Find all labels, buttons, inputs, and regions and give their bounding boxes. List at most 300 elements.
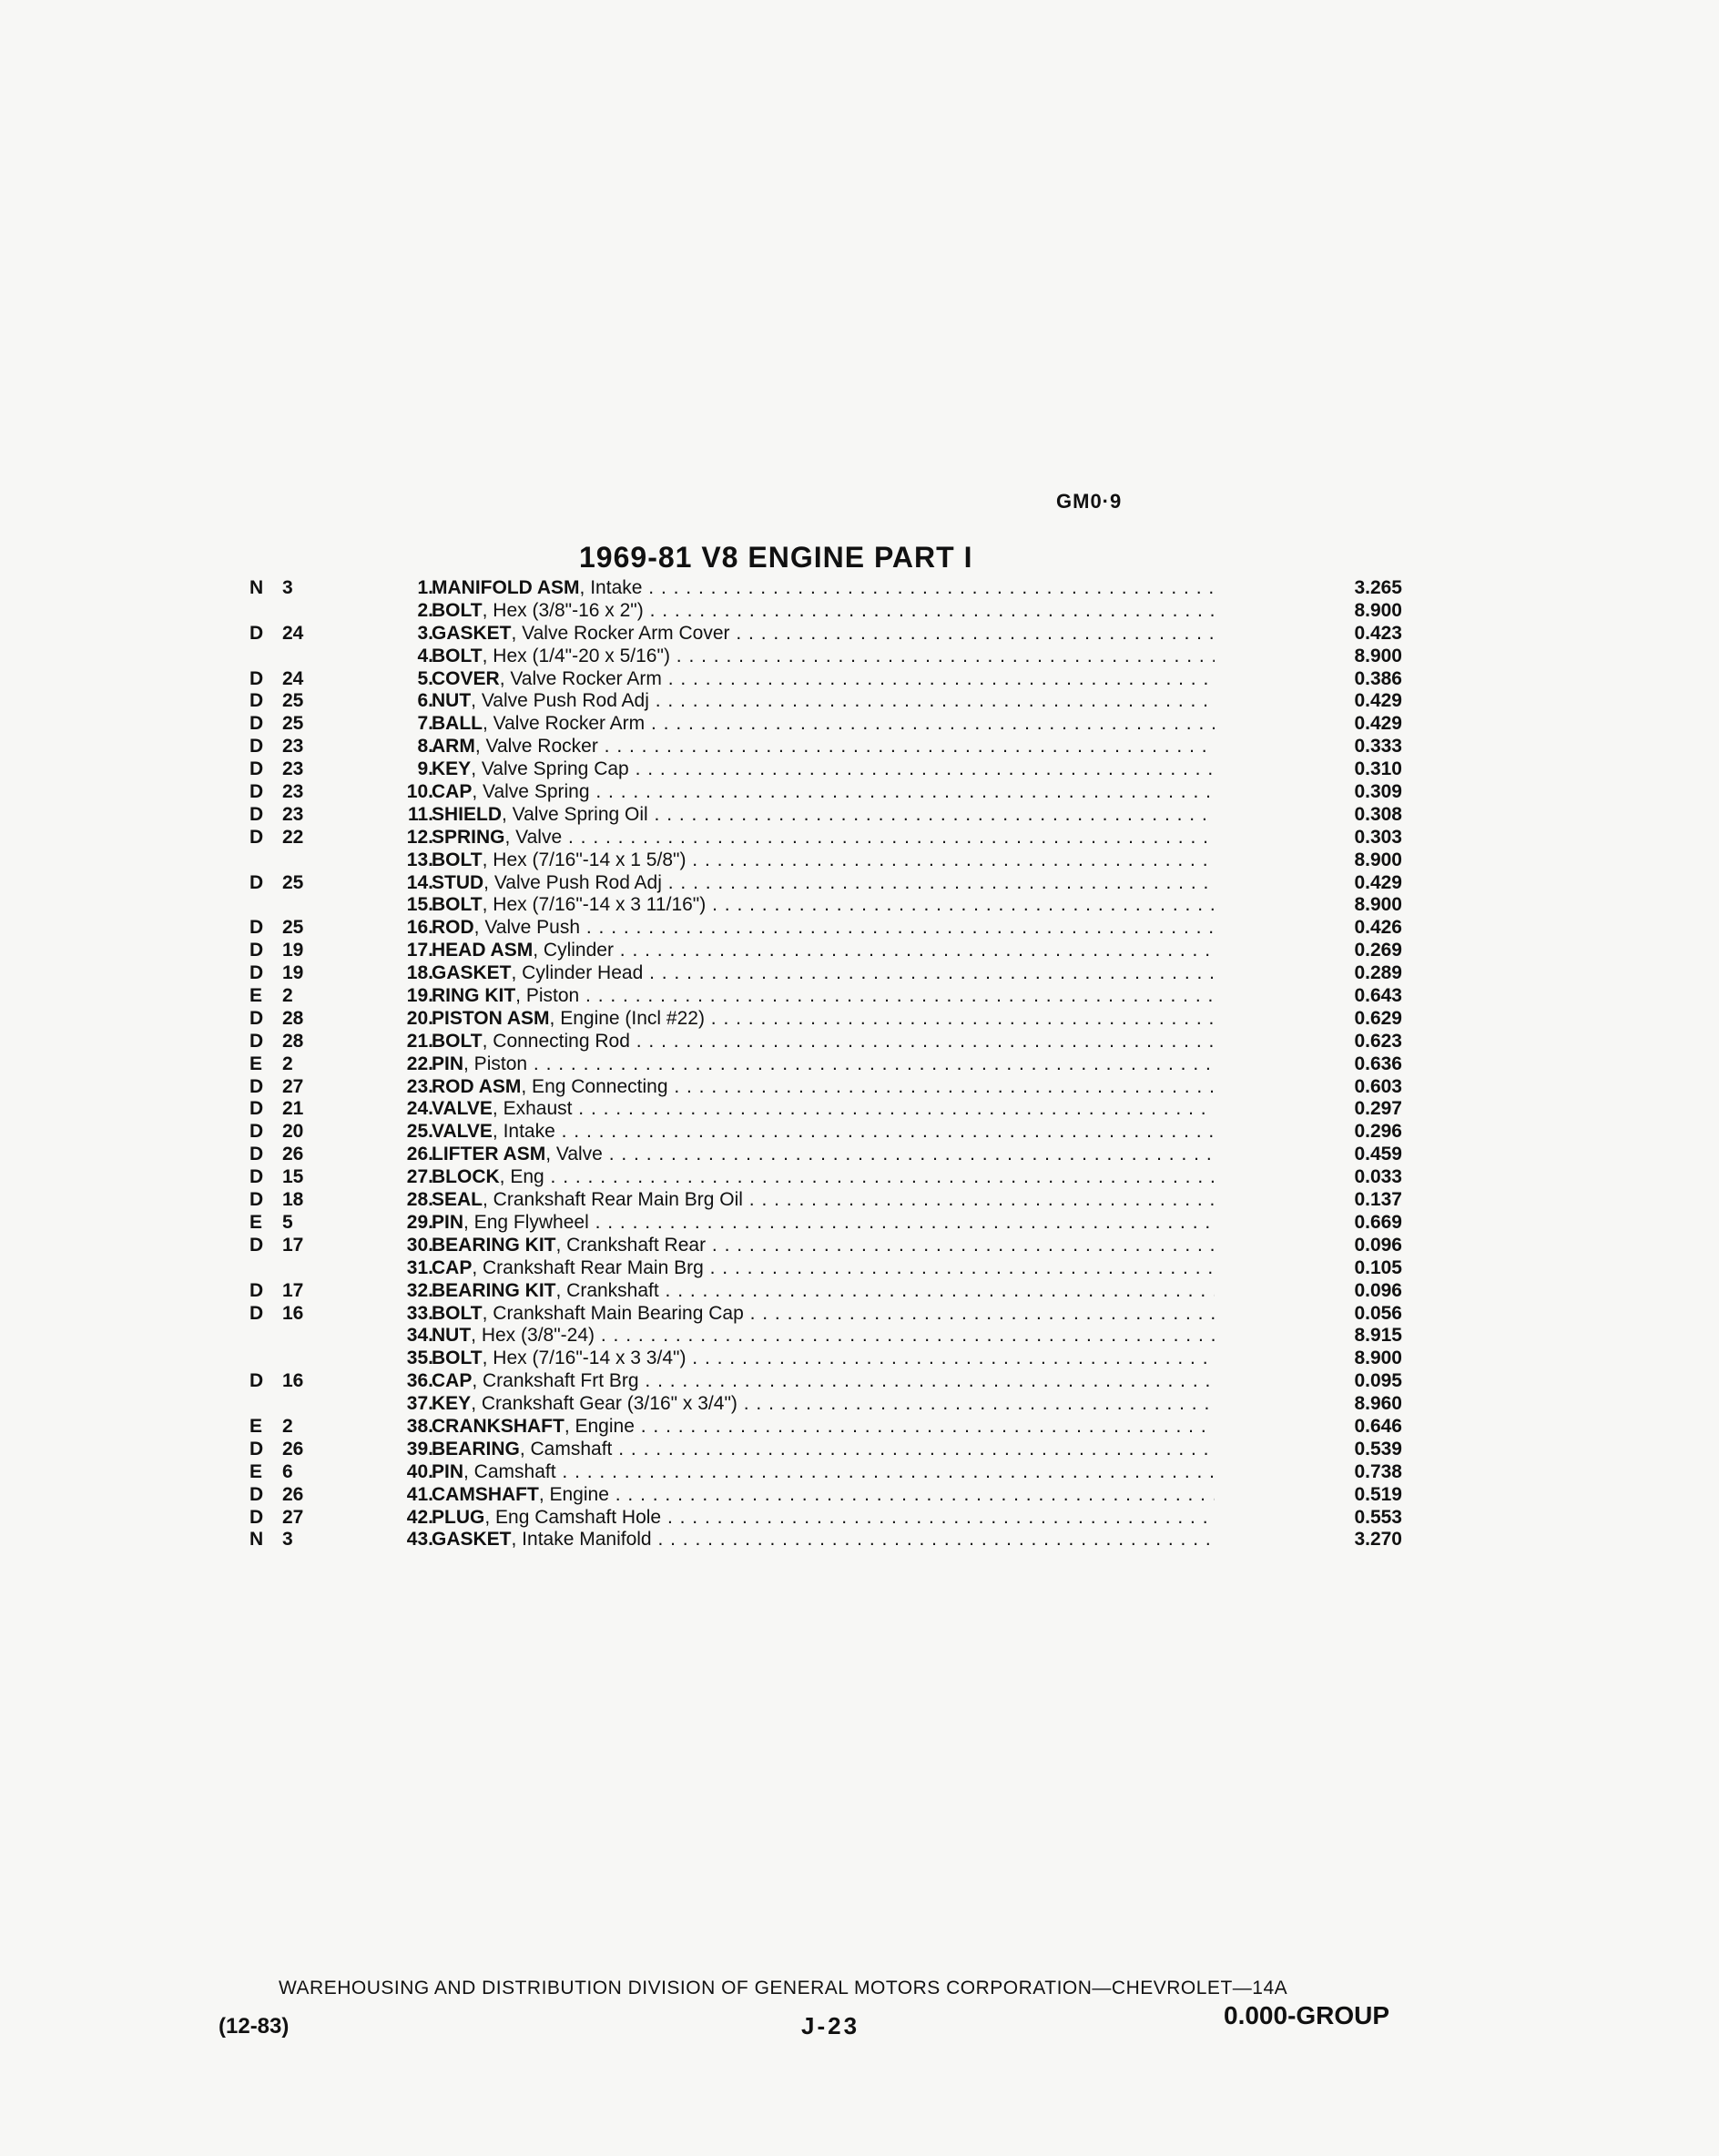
item-number: 25. <box>406 1121 433 1143</box>
part-detail: , Engine (Incl #22) <box>549 1007 705 1029</box>
part-row <box>246 1484 1429 1507</box>
group-number: 2 <box>282 1053 293 1074</box>
group-number: 3 <box>282 1529 293 1551</box>
item-number: 20. <box>406 1007 433 1029</box>
part-name: NUT <box>432 1325 472 1347</box>
group-letter: D <box>249 1234 264 1256</box>
part-description <box>432 758 1215 781</box>
part-value: 0.426 <box>1354 917 1402 939</box>
part-detail: , Valve <box>545 1144 603 1165</box>
part-name: BOLT <box>432 645 483 666</box>
group-number: 2 <box>282 985 293 1007</box>
group-number: 26 <box>282 1144 304 1165</box>
part-description <box>432 577 1215 600</box>
part-row <box>246 1507 1429 1530</box>
part-value: 0.643 <box>1354 985 1402 1007</box>
part-name: GASKET <box>432 962 512 984</box>
part-value: 0.738 <box>1354 1460 1402 1482</box>
group-number: 17 <box>282 1279 304 1301</box>
part-value: 0.646 <box>1354 1415 1402 1437</box>
part-row <box>246 668 1429 691</box>
part-row <box>246 1393 1429 1416</box>
part-detail: , Intake Manifold <box>511 1529 652 1551</box>
part-description <box>432 736 1215 758</box>
part-value: 3.270 <box>1354 1529 1402 1551</box>
part-detail: , Eng Camshaft Hole <box>484 1506 662 1528</box>
part-description <box>432 1461 1215 1484</box>
part-name: GASKET <box>432 622 512 644</box>
part-value: 0.309 <box>1354 781 1402 803</box>
group-number: 23 <box>282 803 304 825</box>
part-name: VALVE <box>432 1121 493 1143</box>
part-description <box>432 1166 1215 1189</box>
part-value: 0.308 <box>1354 803 1402 825</box>
item-number: 4. <box>417 645 433 666</box>
part-name: ROD ASM <box>432 1075 522 1097</box>
part-value: 0.297 <box>1354 1098 1402 1120</box>
item-number: 14. <box>406 871 433 893</box>
footer-division: WAREHOUSING AND DISTRIBUTION DIVISION OF GENERAL MOTORS CORPORATION—CHEVROLET—14A <box>279 1978 1288 1998</box>
group-letter: D <box>249 1189 264 1211</box>
group-number: 25 <box>282 871 304 893</box>
part-value: 0.137 <box>1354 1189 1402 1211</box>
group-number: 27 <box>282 1075 304 1097</box>
part-row <box>246 1235 1429 1257</box>
part-description <box>432 1416 1215 1439</box>
part-detail: , Valve Spring Cap <box>471 758 629 780</box>
part-detail: , Valve Rocker Arm <box>483 713 646 735</box>
part-detail: , Hex (3/8"-16 x 2") <box>482 599 644 621</box>
part-name: BEARING KIT <box>432 1234 556 1256</box>
part-value: 0.095 <box>1354 1370 1402 1392</box>
group-number: 19 <box>282 962 304 984</box>
part-row <box>246 1053 1429 1076</box>
item-number: 11. <box>407 803 433 825</box>
part-row <box>246 646 1429 668</box>
group-letter: D <box>249 1007 264 1029</box>
group-number: 25 <box>282 917 304 939</box>
part-name: CAP <box>432 781 473 803</box>
part-name: COVER <box>432 667 500 689</box>
part-name: CRANKSHAFT <box>432 1415 565 1437</box>
part-description <box>432 849 1215 872</box>
group-letter: D <box>249 1279 264 1301</box>
item-number: 36. <box>406 1370 433 1392</box>
part-detail: , Camshaft <box>519 1438 613 1459</box>
part-row <box>246 872 1429 895</box>
part-description <box>432 1348 1215 1370</box>
part-detail: , Hex (3/8"-24) <box>471 1325 595 1347</box>
part-row <box>246 1303 1429 1326</box>
item-number: 18. <box>406 962 433 984</box>
group-number: 23 <box>282 758 304 780</box>
group-letter: D <box>249 667 264 689</box>
part-value: 8.900 <box>1354 894 1402 916</box>
item-number: 43. <box>406 1529 433 1551</box>
item-number: 27. <box>406 1166 433 1188</box>
group-number: 5 <box>282 1211 293 1233</box>
part-detail: , Hex (1/4"-20 x 5/16") <box>482 645 670 666</box>
item-number: 22. <box>406 1053 433 1074</box>
group-letter: E <box>249 1460 263 1482</box>
group-letter: N <box>249 577 264 598</box>
item-number: 34. <box>406 1325 433 1347</box>
part-description <box>432 668 1215 691</box>
group-number: 24 <box>282 667 304 689</box>
part-description <box>432 1393 1215 1416</box>
part-name: LIFTER ASM <box>432 1144 546 1165</box>
group-number: 26 <box>282 1483 304 1505</box>
group-number: 26 <box>282 1438 304 1459</box>
part-detail: , Eng <box>499 1166 544 1188</box>
part-value: 0.629 <box>1354 1007 1402 1029</box>
part-row <box>246 736 1429 758</box>
part-row <box>246 1325 1429 1348</box>
part-name: BOLT <box>432 1302 483 1324</box>
part-detail: , Valve Push Rod Adj <box>483 871 662 893</box>
part-detail: , Hex (7/16"-14 x 1 5/8") <box>482 849 687 870</box>
part-detail: , Crankshaft Rear Main Brg <box>472 1256 704 1278</box>
group-number: 27 <box>282 1506 304 1528</box>
part-description <box>432 917 1215 940</box>
part-name: BOLT <box>432 1348 483 1369</box>
part-value: 0.429 <box>1354 871 1402 893</box>
item-number: 19. <box>406 985 433 1007</box>
group-number: 6 <box>282 1460 293 1482</box>
group-letter: D <box>249 1370 264 1392</box>
part-description <box>432 872 1215 895</box>
item-number: 16. <box>406 917 433 939</box>
part-description <box>432 1121 1215 1144</box>
part-row <box>246 985 1429 1008</box>
part-detail: , Exhaust <box>492 1098 573 1120</box>
part-row <box>246 1461 1429 1484</box>
part-row <box>246 1098 1429 1121</box>
group-letter: D <box>249 940 264 961</box>
part-row <box>246 827 1429 849</box>
part-value: 0.303 <box>1354 826 1402 848</box>
part-value: 0.105 <box>1354 1256 1402 1278</box>
part-description <box>432 1098 1215 1121</box>
part-name: PIN <box>432 1460 464 1482</box>
part-row <box>246 781 1429 804</box>
group-letter: N <box>249 1529 264 1551</box>
part-name: ARM <box>432 736 475 758</box>
part-value: 0.386 <box>1354 667 1402 689</box>
group-letter: D <box>249 917 264 939</box>
group-letter: D <box>249 781 264 803</box>
part-description <box>432 600 1215 623</box>
group-letter: D <box>249 1075 264 1097</box>
part-description <box>432 781 1215 804</box>
part-detail: , Valve Spring <box>472 781 590 803</box>
part-value: 0.310 <box>1354 758 1402 780</box>
group-number: 25 <box>282 713 304 735</box>
group-number: 17 <box>282 1234 304 1256</box>
part-row <box>246 1144 1429 1166</box>
part-name: PISTON ASM <box>432 1007 550 1029</box>
part-name: BALL <box>432 713 483 735</box>
part-detail: , Valve Rocker <box>474 736 598 758</box>
footer-date: (12-83) <box>219 2014 290 2039</box>
part-value: 0.296 <box>1354 1121 1402 1143</box>
item-number: 31. <box>406 1256 433 1278</box>
part-row <box>246 690 1429 713</box>
part-value: 8.900 <box>1354 1348 1402 1369</box>
part-description <box>432 646 1215 668</box>
part-detail: , Intake <box>492 1121 555 1143</box>
group-letter: D <box>249 622 264 644</box>
group-number: 25 <box>282 690 304 712</box>
part-detail: , Valve <box>504 826 563 848</box>
part-description <box>432 1144 1215 1166</box>
group-letter: D <box>249 962 264 984</box>
part-row <box>246 758 1429 781</box>
part-row <box>246 1166 1429 1189</box>
part-row <box>246 917 1429 940</box>
group-number: 23 <box>282 781 304 803</box>
part-name: KEY <box>432 758 472 780</box>
part-name: BLOCK <box>432 1166 500 1188</box>
part-description <box>432 1189 1215 1212</box>
part-description <box>432 1280 1215 1303</box>
item-number: 21. <box>406 1030 433 1052</box>
part-description <box>432 690 1215 713</box>
group-letter: E <box>249 985 263 1007</box>
item-number: 5. <box>417 667 433 689</box>
part-value: 0.636 <box>1354 1053 1402 1074</box>
part-description <box>432 1235 1215 1257</box>
part-detail: , Crankshaft <box>555 1279 659 1301</box>
part-value: 0.603 <box>1354 1075 1402 1097</box>
part-row <box>246 940 1429 962</box>
group-letter: D <box>249 871 264 893</box>
part-name: BEARING KIT <box>432 1279 556 1301</box>
part-description <box>432 1370 1215 1393</box>
group-letter: D <box>249 1302 264 1324</box>
part-row <box>246 713 1429 736</box>
page-title: 1969-81 V8 ENGINE PART I <box>579 541 973 574</box>
part-description <box>432 623 1215 646</box>
group-number: 16 <box>282 1370 304 1392</box>
footer-page-number: J-23 <box>801 2012 860 2039</box>
part-row <box>246 1280 1429 1303</box>
part-description <box>432 1484 1215 1507</box>
part-detail: , Intake <box>579 577 643 598</box>
part-detail: , Engine <box>538 1483 609 1505</box>
part-value: 0.333 <box>1354 736 1402 758</box>
part-description <box>432 1507 1215 1530</box>
group-letter: D <box>249 736 264 758</box>
part-description <box>432 962 1215 985</box>
group-letter: E <box>249 1415 263 1437</box>
part-row <box>246 1189 1429 1212</box>
part-value: 0.033 <box>1354 1166 1402 1188</box>
group-letter: D <box>249 1506 264 1528</box>
part-value: 0.623 <box>1354 1030 1402 1052</box>
item-number: 35. <box>406 1348 433 1369</box>
group-letter: D <box>249 1438 264 1459</box>
item-number: 37. <box>406 1393 433 1415</box>
part-name: VALVE <box>432 1098 493 1120</box>
item-number: 3. <box>417 622 433 644</box>
part-name: NUT <box>432 690 472 712</box>
part-description <box>432 1076 1215 1099</box>
part-value: 0.669 <box>1354 1211 1402 1233</box>
part-detail: , Cylinder <box>533 940 614 961</box>
item-number: 42. <box>406 1506 433 1528</box>
part-row <box>246 1257 1429 1280</box>
group-letter: D <box>249 1121 264 1143</box>
part-row <box>246 1439 1429 1461</box>
item-number: 29. <box>406 1211 433 1233</box>
part-value: 0.056 <box>1354 1302 1402 1324</box>
part-value: 0.096 <box>1354 1234 1402 1256</box>
part-name: BEARING <box>432 1438 520 1459</box>
part-name: KEY <box>432 1393 472 1415</box>
part-detail: , Valve Push Rod Adj <box>471 690 649 712</box>
part-description <box>432 1303 1215 1326</box>
part-detail: , Valve Spring Oil <box>502 803 648 825</box>
item-number: 38. <box>406 1415 433 1437</box>
item-number: 6. <box>417 690 433 712</box>
part-name: SEAL <box>432 1189 483 1211</box>
part-detail: , Valve Push <box>473 917 581 939</box>
part-description <box>432 1529 1215 1551</box>
part-detail: , Hex (7/16"-14 x 3 3/4") <box>482 1348 687 1369</box>
part-name: CAP <box>432 1370 473 1392</box>
part-detail: , Cylinder Head <box>511 962 644 984</box>
group-number: 23 <box>282 736 304 758</box>
part-name: SPRING <box>432 826 505 848</box>
part-value: 0.539 <box>1354 1438 1402 1459</box>
group-number: 28 <box>282 1007 304 1029</box>
part-name: BOLT <box>432 1030 483 1052</box>
item-number: 7. <box>417 713 433 735</box>
part-row <box>246 600 1429 623</box>
group-letter: E <box>249 1211 263 1233</box>
item-number: 30. <box>406 1234 433 1256</box>
item-number: 40. <box>406 1460 433 1482</box>
item-number: 32. <box>406 1279 433 1301</box>
part-description <box>432 940 1215 962</box>
part-value: 8.900 <box>1354 599 1402 621</box>
item-number: 8. <box>417 736 433 758</box>
group-letter: D <box>249 1144 264 1165</box>
part-row <box>246 1076 1429 1099</box>
part-value: 0.519 <box>1354 1483 1402 1505</box>
part-description <box>432 1031 1215 1053</box>
part-detail: , Valve Rocker Arm <box>499 667 662 689</box>
part-detail: , Hex (7/16"-14 x 3 11/16") <box>482 894 707 916</box>
item-number: 12. <box>406 826 433 848</box>
group-number: 2 <box>282 1415 293 1437</box>
part-detail: , Connecting Rod <box>482 1030 630 1052</box>
group-number: 3 <box>282 577 293 598</box>
parts-list <box>246 577 1429 1551</box>
part-detail: , Engine <box>564 1415 635 1437</box>
group-letter: D <box>249 758 264 780</box>
part-description <box>432 894 1215 917</box>
part-value: 0.553 <box>1354 1506 1402 1528</box>
part-value: 0.096 <box>1354 1279 1402 1301</box>
part-row <box>246 1031 1429 1053</box>
part-name: BOLT <box>432 849 483 870</box>
group-letter: D <box>249 1030 264 1052</box>
part-name: PLUG <box>432 1506 485 1528</box>
part-name: BOLT <box>432 894 483 916</box>
part-description <box>432 827 1215 849</box>
part-name: STUD <box>432 871 484 893</box>
item-number: 10. <box>406 781 433 803</box>
group-letter: D <box>249 713 264 735</box>
part-name: ROD <box>432 917 474 939</box>
part-value: 0.429 <box>1354 713 1402 735</box>
part-description <box>432 1212 1215 1235</box>
group-letter: E <box>249 1053 263 1074</box>
item-number: 23. <box>406 1075 433 1097</box>
group-number: 28 <box>282 1030 304 1052</box>
item-number: 39. <box>406 1438 433 1459</box>
group-number: 20 <box>282 1121 304 1143</box>
part-value: 8.900 <box>1354 849 1402 870</box>
part-name: HEAD ASM <box>432 940 534 961</box>
part-detail: , Piston <box>515 985 580 1007</box>
part-description <box>432 1257 1215 1280</box>
part-name: CAMSHAFT <box>432 1483 539 1505</box>
part-description <box>432 985 1215 1008</box>
part-name: SHIELD <box>432 803 503 825</box>
part-description <box>432 1439 1215 1461</box>
part-row <box>246 1529 1429 1551</box>
part-detail: , Crankshaft Main Bearing Cap <box>482 1302 744 1324</box>
group-letter: D <box>249 1483 264 1505</box>
part-value: 8.900 <box>1354 645 1402 666</box>
footer-group: 0.000-GROUP <box>1224 2001 1390 2029</box>
part-row <box>246 962 1429 985</box>
part-description <box>432 713 1215 736</box>
part-row <box>246 1121 1429 1144</box>
group-letter: D <box>249 826 264 848</box>
part-row <box>246 1212 1429 1235</box>
part-name: MANIFOLD ASM <box>432 577 580 598</box>
group-number: 18 <box>282 1189 304 1211</box>
part-value: 0.459 <box>1354 1144 1402 1165</box>
group-letter: D <box>249 803 264 825</box>
part-row <box>246 1416 1429 1439</box>
group-letter: D <box>249 1166 264 1188</box>
item-number: 17. <box>406 940 433 961</box>
group-number: 19 <box>282 940 304 961</box>
group-number: 16 <box>282 1302 304 1324</box>
part-name: CAP <box>432 1256 473 1278</box>
item-number: 41. <box>406 1483 433 1505</box>
part-description <box>432 1053 1215 1076</box>
part-detail: , Crankshaft Frt Brg <box>472 1370 639 1392</box>
part-value: 3.265 <box>1354 577 1402 598</box>
part-detail: , Eng Connecting <box>521 1075 668 1097</box>
group-number: 22 <box>282 826 304 848</box>
part-row <box>246 894 1429 917</box>
part-detail: , Eng Flywheel <box>463 1211 589 1233</box>
part-name: PIN <box>432 1211 464 1233</box>
part-row <box>246 623 1429 646</box>
page-code: GM0·9 <box>1056 490 1123 513</box>
part-detail: , Crankshaft Gear (3/16" x 3/4") <box>471 1393 737 1415</box>
part-row <box>246 577 1429 600</box>
group-letter: D <box>249 690 264 712</box>
part-detail: , Crankshaft Rear Main Brg Oil <box>483 1189 743 1211</box>
